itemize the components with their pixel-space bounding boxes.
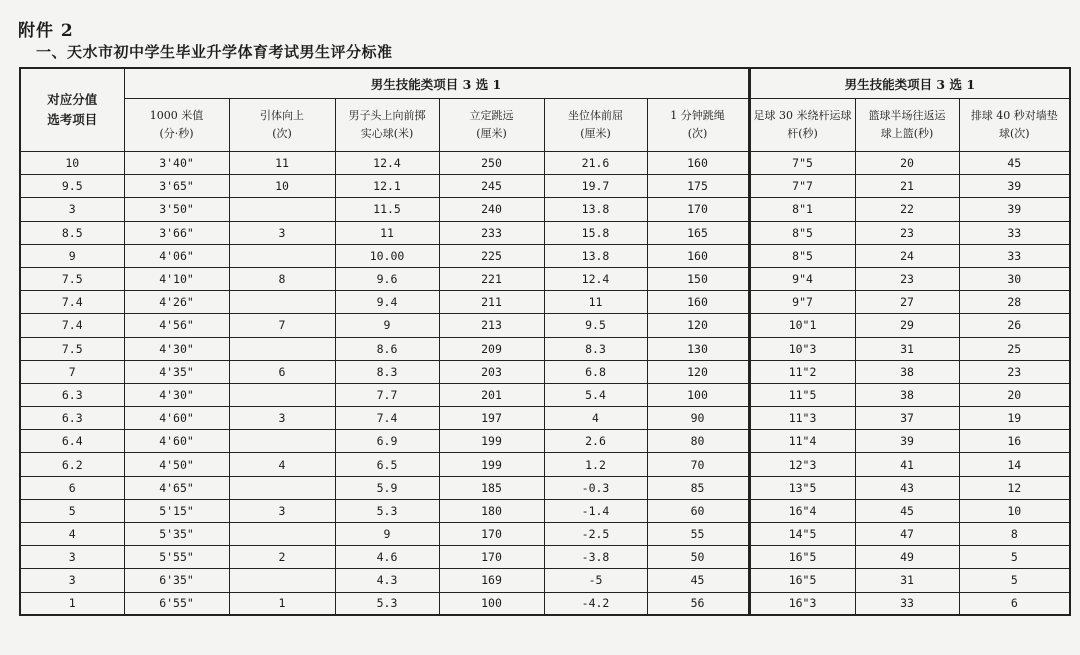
table-cell: 250 bbox=[439, 152, 544, 175]
table-cell: 9.6 bbox=[335, 267, 439, 290]
table-cell bbox=[229, 291, 335, 314]
table-cell: 11 bbox=[544, 291, 647, 314]
table-row bbox=[20, 592, 1070, 615]
table-cell: 2.6 bbox=[544, 430, 647, 453]
table-cell: 47 bbox=[855, 523, 959, 546]
table-cell: 9"4 bbox=[749, 267, 855, 290]
table-cell: 9 bbox=[335, 523, 439, 546]
table-cell: 5.3 bbox=[335, 499, 439, 522]
table-cell: 4'10" bbox=[124, 267, 229, 290]
table-cell: 43 bbox=[855, 476, 959, 499]
table-cell bbox=[229, 430, 335, 453]
table-cell: 4.6 bbox=[335, 546, 439, 569]
table-cell: 55 bbox=[647, 523, 749, 546]
table-cell: 25 bbox=[959, 337, 1070, 360]
table-cell bbox=[229, 569, 335, 592]
table-cell: 12.4 bbox=[544, 267, 647, 290]
corner-header bbox=[20, 68, 124, 152]
table-cell: 221 bbox=[439, 267, 544, 290]
table-cell: 85 bbox=[647, 476, 749, 499]
corner-line2: 选考项目 bbox=[47, 112, 98, 127]
table-row bbox=[20, 221, 1070, 244]
table-cell: 7.4 bbox=[335, 407, 439, 430]
table-row bbox=[20, 244, 1070, 267]
table-cell: 6'55" bbox=[124, 592, 229, 615]
table-cell: 3 bbox=[229, 221, 335, 244]
document-title: 一、天水市初中学生毕业升学体育考试男生评分标准 bbox=[36, 43, 393, 61]
table-cell: 4'60" bbox=[124, 407, 229, 430]
table-cell: 11 bbox=[335, 221, 439, 244]
table-cell: 33 bbox=[959, 244, 1070, 267]
col-header-football: 足球 30 米绕杆运球 杆(秒) bbox=[749, 99, 855, 152]
table-cell: 3'50" bbox=[124, 198, 229, 221]
score-cell: 1 bbox=[20, 592, 124, 615]
table-cell: 225 bbox=[439, 244, 544, 267]
table-cell: -1.4 bbox=[544, 499, 647, 522]
table-cell: 120 bbox=[647, 360, 749, 383]
table-cell bbox=[229, 523, 335, 546]
score-cell: 6.3 bbox=[20, 407, 124, 430]
table-cell: 12"3 bbox=[749, 453, 855, 476]
col-header-shotput: 男子头上向前掷 实心球(米) bbox=[335, 99, 439, 152]
score-cell: 3 bbox=[20, 198, 124, 221]
table-cell: 185 bbox=[439, 476, 544, 499]
table-cell: -0.3 bbox=[544, 476, 647, 499]
table-cell: 160 bbox=[647, 291, 749, 314]
table-cell bbox=[229, 198, 335, 221]
table-cell: 3'66" bbox=[124, 221, 229, 244]
table-cell: 9.4 bbox=[335, 291, 439, 314]
table-cell: 26 bbox=[959, 314, 1070, 337]
table-cell: 70 bbox=[647, 453, 749, 476]
table-row bbox=[20, 198, 1070, 221]
table-cell: 10.00 bbox=[335, 244, 439, 267]
table-cell: 5.9 bbox=[335, 476, 439, 499]
table-row bbox=[20, 337, 1070, 360]
scoring-standard-table bbox=[19, 67, 1071, 616]
table-cell: 13"5 bbox=[749, 476, 855, 499]
score-cell: 5 bbox=[20, 499, 124, 522]
table-cell: 90 bbox=[647, 407, 749, 430]
col-header-longjump: 立定跳远 (厘米) bbox=[439, 99, 544, 152]
table-cell: 9.5 bbox=[544, 314, 647, 337]
table-cell: 165 bbox=[647, 221, 749, 244]
table-cell: 8.3 bbox=[544, 337, 647, 360]
table-cell: 23 bbox=[855, 221, 959, 244]
table-cell: 19 bbox=[959, 407, 1070, 430]
corner-line1: 对应分值 bbox=[47, 92, 98, 107]
table-row bbox=[20, 523, 1070, 546]
table-cell: 5'15" bbox=[124, 499, 229, 522]
table-cell: 169 bbox=[439, 569, 544, 592]
score-cell: 7.4 bbox=[20, 291, 124, 314]
table-cell: 60 bbox=[647, 499, 749, 522]
table-cell: 8 bbox=[959, 523, 1070, 546]
score-cell: 3 bbox=[20, 546, 124, 569]
table-cell: 33 bbox=[959, 221, 1070, 244]
table-cell: 49 bbox=[855, 546, 959, 569]
attachment-label: 附件 2 bbox=[18, 21, 74, 41]
table-cell: 8"5 bbox=[749, 221, 855, 244]
table-cell: 11"2 bbox=[749, 360, 855, 383]
table-row bbox=[20, 267, 1070, 290]
col-header-volleyball: 排球 40 秒对墙垫 球(次) bbox=[959, 99, 1070, 152]
score-cell: 6 bbox=[20, 476, 124, 499]
table-cell: 213 bbox=[439, 314, 544, 337]
table-cell: 160 bbox=[647, 244, 749, 267]
table-cell: 8.3 bbox=[335, 360, 439, 383]
table-cell: 15.8 bbox=[544, 221, 647, 244]
table-cell: 170 bbox=[439, 523, 544, 546]
table-cell: 4'30" bbox=[124, 337, 229, 360]
table-cell: 4'56" bbox=[124, 314, 229, 337]
table-cell: 16"3 bbox=[749, 592, 855, 615]
score-cell: 7 bbox=[20, 360, 124, 383]
table-cell: 4'06" bbox=[124, 244, 229, 267]
table-body bbox=[20, 152, 1070, 616]
table-cell: 4 bbox=[544, 407, 647, 430]
table-row bbox=[20, 383, 1070, 406]
table-cell: -2.5 bbox=[544, 523, 647, 546]
table-cell: 23 bbox=[855, 267, 959, 290]
table-cell: 12.4 bbox=[335, 152, 439, 175]
table-cell: 41 bbox=[855, 453, 959, 476]
table-cell: 170 bbox=[647, 198, 749, 221]
table-cell: 10"1 bbox=[749, 314, 855, 337]
table-cell: 31 bbox=[855, 569, 959, 592]
table-cell: 160 bbox=[647, 152, 749, 175]
table-cell: 9 bbox=[335, 314, 439, 337]
score-cell: 7.5 bbox=[20, 267, 124, 290]
table-cell: 7"5 bbox=[749, 152, 855, 175]
table-cell: 29 bbox=[855, 314, 959, 337]
score-cell: 6.3 bbox=[20, 383, 124, 406]
table-cell: 20 bbox=[959, 383, 1070, 406]
table-cell: 5'55" bbox=[124, 546, 229, 569]
score-cell: 6.4 bbox=[20, 430, 124, 453]
table-cell: 100 bbox=[647, 383, 749, 406]
table-cell: 8"1 bbox=[749, 198, 855, 221]
table-cell: 5'35" bbox=[124, 523, 229, 546]
table-cell: 16"5 bbox=[749, 569, 855, 592]
table-cell: 10"3 bbox=[749, 337, 855, 360]
table-cell: 11"5 bbox=[749, 383, 855, 406]
col-header-pullup: 引体向上 (次) bbox=[229, 99, 335, 152]
table-row bbox=[20, 152, 1070, 175]
table-cell: -5 bbox=[544, 569, 647, 592]
table-cell: 21.6 bbox=[544, 152, 647, 175]
table-cell: 37 bbox=[855, 407, 959, 430]
table-row bbox=[20, 499, 1070, 522]
table-cell: 12.1 bbox=[335, 175, 439, 198]
table-cell: 6.9 bbox=[335, 430, 439, 453]
table-cell: 201 bbox=[439, 383, 544, 406]
table-cell: 13.8 bbox=[544, 198, 647, 221]
score-cell: 9.5 bbox=[20, 175, 124, 198]
score-cell: 9 bbox=[20, 244, 124, 267]
table-cell: 170 bbox=[439, 546, 544, 569]
score-cell: 4 bbox=[20, 523, 124, 546]
table-cell: 45 bbox=[959, 152, 1070, 175]
table-cell: 12 bbox=[959, 476, 1070, 499]
table-cell: 120 bbox=[647, 314, 749, 337]
table-cell: 233 bbox=[439, 221, 544, 244]
table-cell: 10 bbox=[229, 175, 335, 198]
table-cell: 4'30" bbox=[124, 383, 229, 406]
table-cell: 23 bbox=[959, 360, 1070, 383]
table-cell: 175 bbox=[647, 175, 749, 198]
table-cell: 1 bbox=[229, 592, 335, 615]
table-cell: 3 bbox=[229, 499, 335, 522]
col-header-basketball: 篮球半场往返运 球上篮(秒) bbox=[855, 99, 959, 152]
table-cell: 1.2 bbox=[544, 453, 647, 476]
table-cell: 80 bbox=[647, 430, 749, 453]
col-header-jumprope: 1 分钟跳绳 (次) bbox=[647, 99, 749, 152]
table-cell bbox=[229, 244, 335, 267]
table-cell: 240 bbox=[439, 198, 544, 221]
table-row bbox=[20, 569, 1070, 592]
table-cell: 39 bbox=[959, 175, 1070, 198]
table-cell: 4'65" bbox=[124, 476, 229, 499]
header-column-row bbox=[20, 99, 1070, 152]
table-cell: 5 bbox=[959, 569, 1070, 592]
table-cell: 11 bbox=[229, 152, 335, 175]
score-cell: 7.5 bbox=[20, 337, 124, 360]
table-cell: 11"4 bbox=[749, 430, 855, 453]
table-cell: 9"7 bbox=[749, 291, 855, 314]
table-cell: 38 bbox=[855, 383, 959, 406]
table-cell: 150 bbox=[647, 267, 749, 290]
table-cell bbox=[229, 476, 335, 499]
table-row bbox=[20, 407, 1070, 430]
table-cell: 4'26" bbox=[124, 291, 229, 314]
table-cell: 16"4 bbox=[749, 499, 855, 522]
table-cell: 245 bbox=[439, 175, 544, 198]
table-cell: 5 bbox=[959, 546, 1070, 569]
table-cell: 3'65" bbox=[124, 175, 229, 198]
table-cell: 7.7 bbox=[335, 383, 439, 406]
table-cell: 16 bbox=[959, 430, 1070, 453]
table-cell: 24 bbox=[855, 244, 959, 267]
table-cell: 11"3 bbox=[749, 407, 855, 430]
table-cell: 4'35" bbox=[124, 360, 229, 383]
table-cell: 6.5 bbox=[335, 453, 439, 476]
table-cell: 6 bbox=[959, 592, 1070, 615]
table-cell: 199 bbox=[439, 453, 544, 476]
table-cell: 5.4 bbox=[544, 383, 647, 406]
table-cell: 100 bbox=[439, 592, 544, 615]
table-cell: 197 bbox=[439, 407, 544, 430]
table-cell: 4'50" bbox=[124, 453, 229, 476]
table-cell: 20 bbox=[855, 152, 959, 175]
table-cell: 14 bbox=[959, 453, 1070, 476]
table-cell: 45 bbox=[855, 499, 959, 522]
table-cell: 199 bbox=[439, 430, 544, 453]
table-cell: 7 bbox=[229, 314, 335, 337]
table-cell: 7"7 bbox=[749, 175, 855, 198]
table-cell: 2 bbox=[229, 546, 335, 569]
score-cell: 6.2 bbox=[20, 453, 124, 476]
table-row bbox=[20, 314, 1070, 337]
table-cell: 8.6 bbox=[335, 337, 439, 360]
score-cell: 10 bbox=[20, 152, 124, 175]
table-cell: 6.8 bbox=[544, 360, 647, 383]
table-cell: 56 bbox=[647, 592, 749, 615]
table-row bbox=[20, 546, 1070, 569]
table-cell: 45 bbox=[647, 569, 749, 592]
table-cell: 3'40" bbox=[124, 152, 229, 175]
table-cell: 38 bbox=[855, 360, 959, 383]
table-row bbox=[20, 291, 1070, 314]
table-cell: 8"5 bbox=[749, 244, 855, 267]
score-cell: 3 bbox=[20, 569, 124, 592]
table-row bbox=[20, 360, 1070, 383]
table-cell: 39 bbox=[855, 430, 959, 453]
table-cell: 8 bbox=[229, 267, 335, 290]
table-cell: 19.7 bbox=[544, 175, 647, 198]
table-cell bbox=[229, 337, 335, 360]
table-row bbox=[20, 476, 1070, 499]
table-cell: 4 bbox=[229, 453, 335, 476]
table-cell: 30 bbox=[959, 267, 1070, 290]
table-cell: 31 bbox=[855, 337, 959, 360]
table-cell: 130 bbox=[647, 337, 749, 360]
score-cell: 7.4 bbox=[20, 314, 124, 337]
group-header-2: 男生技能类项目 3 选 1 bbox=[749, 68, 1070, 99]
table-cell: 203 bbox=[439, 360, 544, 383]
table-cell: 16"5 bbox=[749, 546, 855, 569]
table-cell: 27 bbox=[855, 291, 959, 314]
score-cell: 8.5 bbox=[20, 221, 124, 244]
table-cell: -3.8 bbox=[544, 546, 647, 569]
col-header-sitreach: 坐位体前屈 (厘米) bbox=[544, 99, 647, 152]
table-row bbox=[20, 175, 1070, 198]
table-cell: 39 bbox=[959, 198, 1070, 221]
table-cell: 28 bbox=[959, 291, 1070, 314]
table-cell: 180 bbox=[439, 499, 544, 522]
table-cell: 209 bbox=[439, 337, 544, 360]
table-cell: -4.2 bbox=[544, 592, 647, 615]
table-cell: 33 bbox=[855, 592, 959, 615]
table-cell: 50 bbox=[647, 546, 749, 569]
header-group-row bbox=[20, 68, 1070, 99]
table-cell: 13.8 bbox=[544, 244, 647, 267]
col-header-1000m: 1000 米值 (分·秒) bbox=[124, 99, 229, 152]
table-row bbox=[20, 430, 1070, 453]
table-cell: 22 bbox=[855, 198, 959, 221]
table-cell: 21 bbox=[855, 175, 959, 198]
table-cell: 6'35" bbox=[124, 569, 229, 592]
table-cell: 6 bbox=[229, 360, 335, 383]
table-cell: 3 bbox=[229, 407, 335, 430]
table-cell: 10 bbox=[959, 499, 1070, 522]
group-header-1: 男生技能类项目 3 选 1 bbox=[124, 68, 749, 99]
table-cell: 4'60" bbox=[124, 430, 229, 453]
table-cell bbox=[229, 383, 335, 406]
table-cell: 11.5 bbox=[335, 198, 439, 221]
table-cell: 14"5 bbox=[749, 523, 855, 546]
table-cell: 5.3 bbox=[335, 592, 439, 615]
table-cell: 211 bbox=[439, 291, 544, 314]
table-row bbox=[20, 453, 1070, 476]
table-cell: 4.3 bbox=[335, 569, 439, 592]
